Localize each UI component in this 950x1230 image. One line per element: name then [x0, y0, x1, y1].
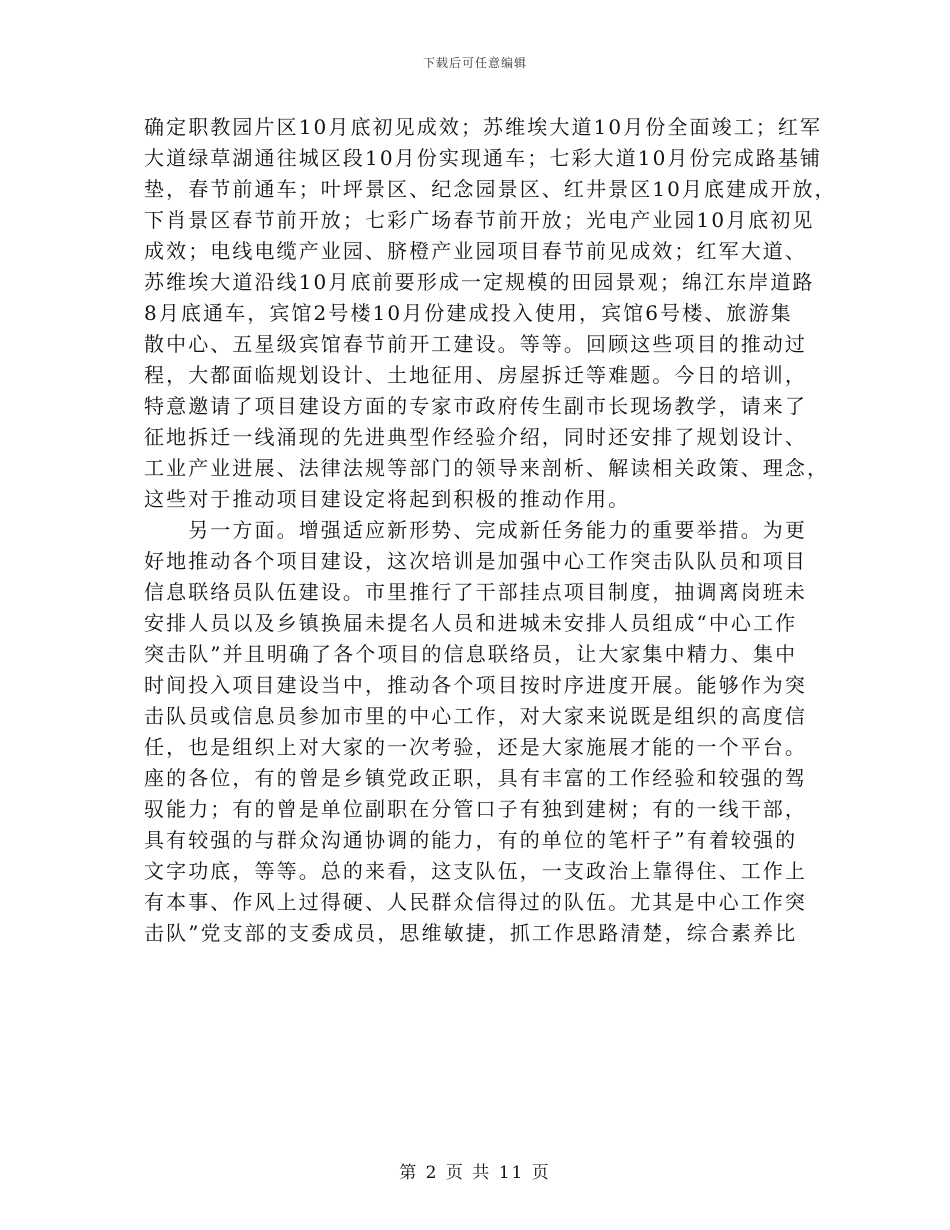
body-text — [144, 112, 837, 949]
text-line: 垫，春节前通车；叶坪景区、纪念园景区、红井景区10月底建成开放， — [144, 177, 837, 201]
text-line: 大道绿草湖通往城区段10月份实现通车；七彩大道10月份完成路基铺 — [144, 146, 823, 170]
page-header: 下载后可任意编辑 — [422, 56, 527, 70]
text-line: 安排人员以及乡镇换届未提名人员和进城未安排人员组成“中心工作 — [144, 611, 798, 635]
text-line: 征地拆迁一线涌现的先进典型作经验介绍，同时还安排了规划设计、 — [144, 425, 807, 449]
text-line: 这些对于推动项目建设定将起到积极的推动作用。 — [144, 487, 631, 511]
text-line: 座的各位，有的曾是乡镇党政正职，具有丰富的工作经验和较强的驾 — [144, 766, 807, 790]
text-line: 特意邀请了项目建设方面的专家市政府传生副市长现场教学，请来了 — [144, 394, 807, 418]
text-line: 驭能力；有的曾是单位副职在分管口子有独到建树；有的一线干部， — [144, 797, 807, 821]
text-line: 程，大都面临规划设计、土地征用、房屋拆迁等难题。今日的培训， — [144, 363, 807, 387]
page-number: 第 2 页 共 11 页 — [399, 1163, 551, 1183]
text-line: 突击队”并且明确了各个项目的信息联络员，让大家集中精力、集中 — [144, 642, 798, 666]
text-line: 好地推动各个项目建设，这次培训是加强中心工作突击队队员和项目 — [144, 549, 807, 573]
text-line: 工业产业进展、法律法规等部门的领导来剖析、解读相关政策、理念， — [144, 456, 830, 480]
text-line: 确定职教园片区10月底初见成效；苏维埃大道10月份全面竣工；红军 — [144, 115, 823, 139]
text-line: 信息联络员队伍建设。市里推行了干部挂点项目制度，抽调离岗班未 — [144, 580, 807, 604]
paragraph-start-line: 另一方面。增强适应新形势、完成新任务能力的重要举措。为更 — [144, 518, 807, 542]
text-line: 有本事、作风上过得硬、人民群众信得过的队伍。尤其是中心工作突 — [144, 890, 807, 914]
text-line: 击队员或信息员参加市里的中心工作，对大家来说既是组织的高度信 — [144, 704, 807, 728]
text-line: 下肖景区春节前开放；七彩广场春节前开放；光电产业园10月底初见 — [144, 208, 815, 232]
text-line: 散中心、五星级宾馆春节前开工建设。等等。回顾这些项目的推动过 — [144, 332, 807, 356]
text-line: 文字功底，等等。总的来看，这支队伍，一支政治上靠得住、工作上 — [144, 859, 807, 883]
text-line: 任，也是组织上对大家的一次考验，还是大家施展才能的一个平台。 — [144, 735, 807, 759]
text-line: 成效；电线电缆产业园、脐橙产业园项目春节前见成效；红军大道、 — [144, 239, 807, 263]
text-line: 时间投入项目建设当中，推动各个项目按时序进度开展。能够作为突 — [144, 673, 807, 697]
text-line: 击队”党支部的支委成员，思维敏捷，抓工作思路清楚，综合素养比 — [144, 921, 798, 945]
text-line: 苏维埃大道沿线10月底前要形成一定规模的田园景观；绵江东岸道路 — [144, 270, 815, 294]
text-line: 具有较强的与群众沟通协调的能力，有的单位的笔杆子”有着较强的 — [144, 828, 798, 852]
text-line: 8月底通车，宾馆2号楼10月份建成投入使用，宾馆6号楼、旅游集 — [144, 301, 793, 325]
